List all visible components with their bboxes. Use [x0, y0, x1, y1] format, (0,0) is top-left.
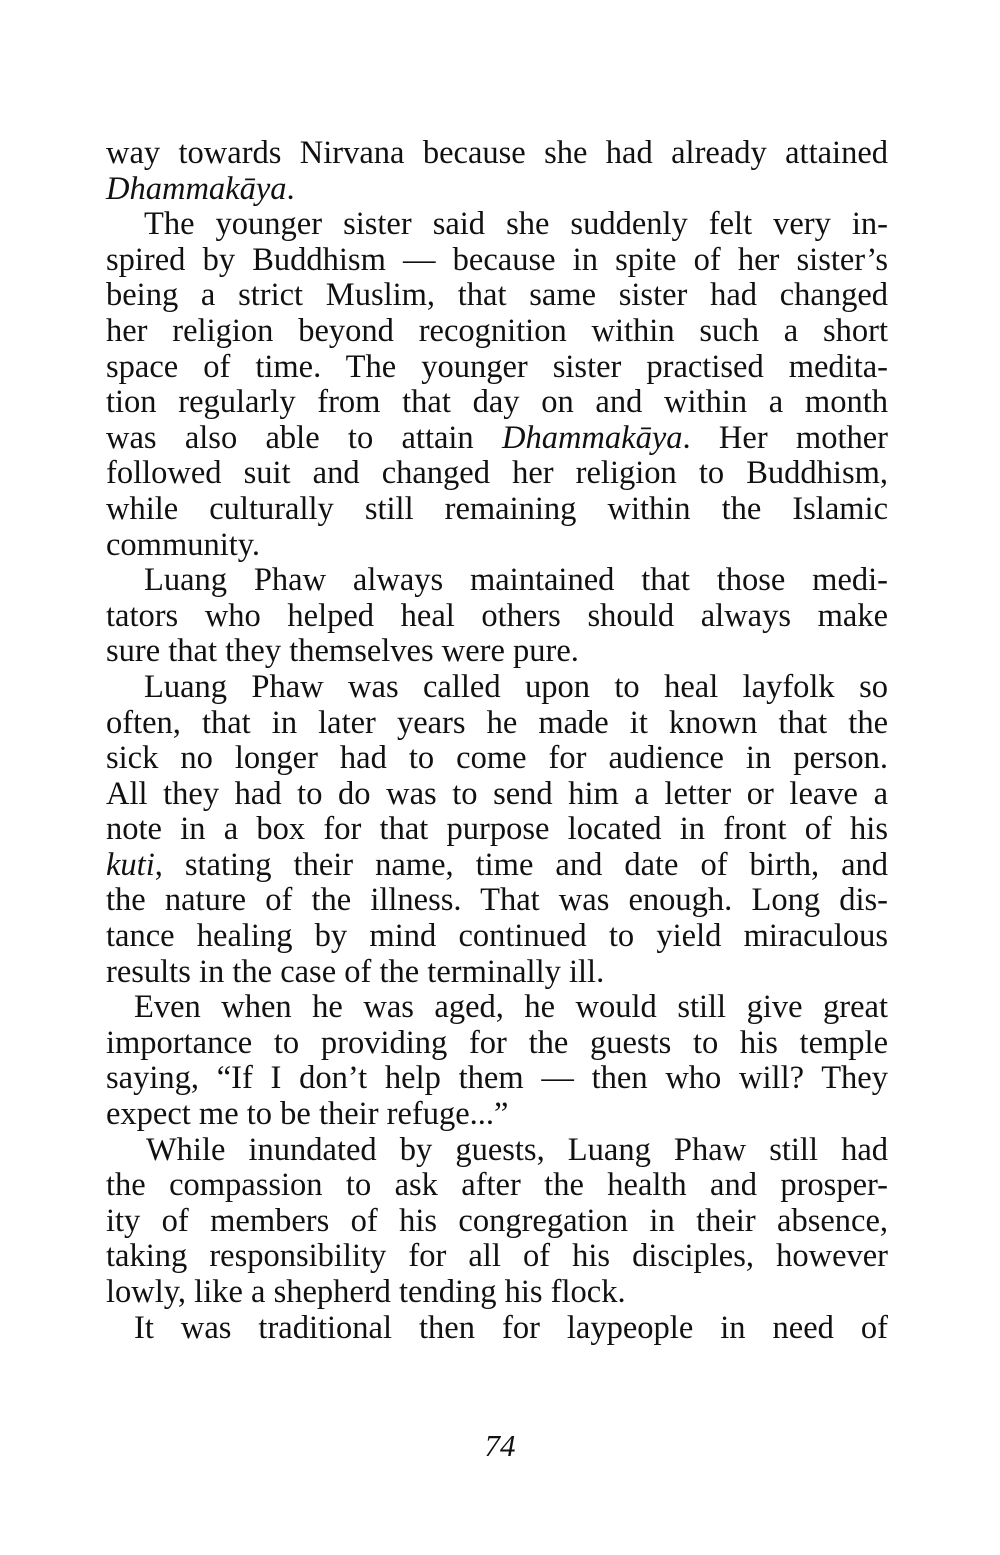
text-line: expect me to be their refuge...”: [106, 1096, 509, 1133]
paragraph: [106, 136, 888, 207]
paragraph: [106, 990, 888, 1132]
text-line: note in a box for that purpose located in front of his: [106, 811, 888, 848]
text-line: tance healing by mind continued to yield miraculous: [106, 918, 888, 955]
text-line: All they had to do was to send him a letter or leave a: [106, 775, 888, 812]
paragraph: [106, 563, 888, 670]
text-line: spired by Buddhism — because in spite of her sister’s: [106, 241, 888, 278]
paragraph: [106, 670, 888, 990]
text-line: being a strict Muslim, that same sister had changed: [106, 277, 888, 314]
body-text: [106, 136, 888, 1346]
text-line: lowly, like a shepherd tending his flock.: [106, 1274, 626, 1310]
text-line: [106, 421, 888, 457]
text-segment: . Her mother: [682, 419, 888, 456]
text-line: while culturally still remaining within the Islamic: [106, 490, 888, 527]
text-line: sure that they themselves were pure.: [106, 633, 579, 670]
text-line: taking responsibility for all of his disciples, however: [106, 1238, 888, 1275]
text-line: saying, “If I don’t help them — then who will? They: [106, 1060, 888, 1097]
text-line: often, that in later years he made it known that the: [106, 704, 888, 741]
text-line: It was traditional then for laypeople in need of: [134, 1309, 888, 1346]
text-line: [106, 848, 888, 884]
italic-term: Dhammakāya: [106, 170, 287, 207]
text-segment: .: [286, 170, 295, 207]
paragraph: [106, 1133, 888, 1311]
text-line: the compassion to ask after the health and prosper-: [106, 1167, 888, 1204]
text-line: tators who helped heal others should always make: [106, 597, 888, 634]
text-line: While inundated by guests, Luang Phaw still had: [146, 1131, 888, 1168]
text-line: sick no longer had to come for audience in person.: [106, 740, 888, 777]
text-line: Luang Phaw was called upon to heal layfolk so: [144, 668, 888, 705]
text-line: [106, 172, 888, 208]
text-line: space of time. The younger sister practised medita-: [106, 348, 888, 385]
text-line: importance to providing for the guests to his temple: [106, 1024, 888, 1061]
text-line: Even when he was aged, he would still give great: [134, 989, 888, 1026]
italic-term: kuti: [106, 846, 155, 883]
paragraph: [106, 207, 888, 563]
italic-term: Dhammakāya: [501, 419, 683, 456]
text-segment: , stating their name, time and date of birth, and: [154, 846, 888, 883]
text-segment: was also able to attain: [106, 419, 502, 456]
text-line: community.: [106, 526, 261, 563]
text-line: Luang Phaw always maintained that those medi-: [144, 562, 888, 599]
text-line: The younger sister said she suddenly felt very in-: [144, 206, 888, 243]
text-line: tion regularly from that day on and within a month: [106, 384, 888, 421]
text-line: followed suit and changed her religion to Buddhism,: [106, 455, 888, 492]
paragraph: [106, 1311, 888, 1347]
text-line: way towards Nirvana because she had already attained: [106, 135, 888, 171]
text-line: her religion beyond recognition within such a short: [106, 312, 888, 349]
text-line: ity of members of his congregation in their absence,: [106, 1202, 888, 1239]
page-number: 74: [484, 1428, 516, 1463]
text-line: the nature of the illness. That was enough. Long dis-: [106, 882, 888, 919]
text-line: results in the case of the terminally ill.: [106, 953, 605, 990]
